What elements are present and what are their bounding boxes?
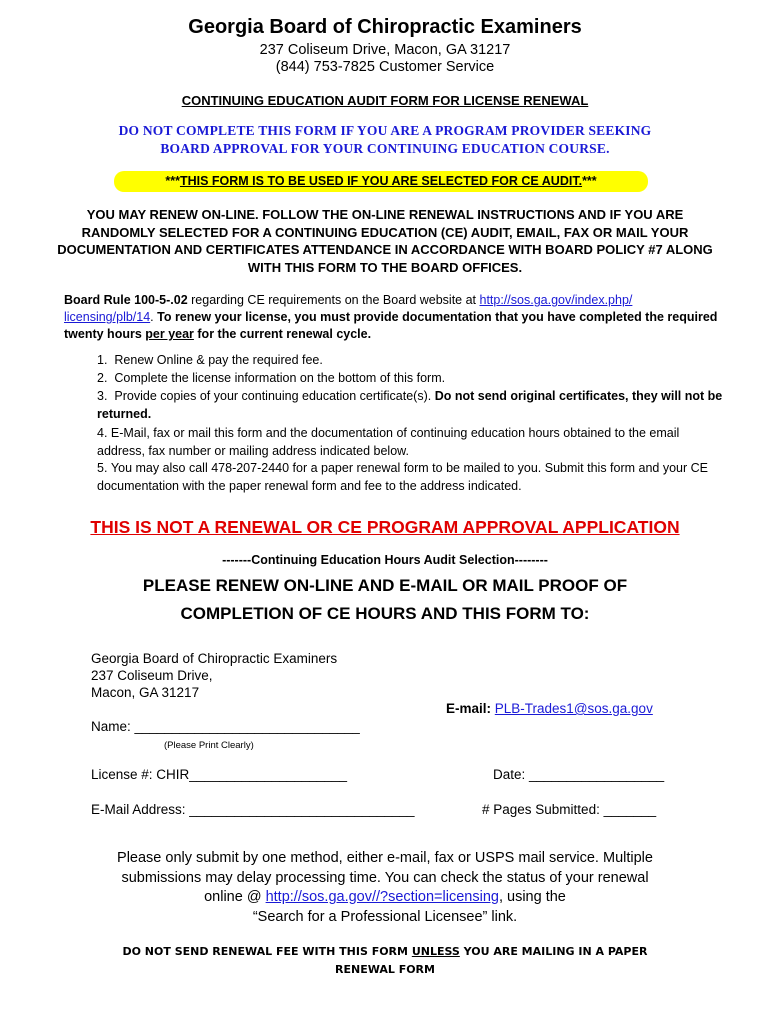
- step-text: Complete the license information on the bottom of this form.: [114, 371, 446, 385]
- step-number: 2.: [97, 371, 108, 385]
- board-rule-paragraph: [64, 292, 724, 343]
- step-2: [97, 369, 737, 387]
- step-1: [97, 351, 737, 369]
- method-line4: “Search for a Professional Licensee” link.: [252, 908, 518, 925]
- provider-warning-line1: DO NOT COMPLETE THIS FORM IF YOU ARE A PROGRAM PROVIDER SEEKING: [118, 123, 652, 138]
- email-contact: [446, 701, 653, 716]
- submit-instructions-line2: COMPLETION OF CE HOURS AND THIS FORM TO:: [180, 604, 590, 623]
- step-number: 3.: [97, 389, 108, 403]
- date-field[interactable]: Date: __________________: [493, 767, 665, 782]
- method-line3-post: , using the: [498, 889, 566, 905]
- rule-text: regarding CE requirements on the Board website at: [187, 293, 480, 307]
- mailing-street: 237 Coliseum Drive,: [91, 668, 213, 683]
- audit-selection-title: -------Continuing Education Hours Audit Selection--------: [222, 553, 548, 567]
- rule-text-2: .: [150, 310, 158, 324]
- rule-per-year: per year: [145, 327, 194, 341]
- board-phone: (844) 753-7825 Customer Service: [275, 59, 495, 75]
- audit-notice: [114, 173, 648, 190]
- rule-requirement-end: for the current renewal cycle.: [193, 327, 372, 341]
- renewal-fee-warning: [0, 943, 770, 979]
- licensing-status-link[interactable]: http://sos.ga.gov//?section=licensing: [265, 889, 499, 905]
- rule-requirement: To renew your license, you must provide documentation that you have completed the required twenty hours: [64, 310, 718, 341]
- board-address: 237 Coliseum Drive, Macon, GA 31217: [259, 42, 511, 58]
- board-website-link[interactable]: http://sos.ga.gov/index.php/: [479, 293, 633, 307]
- fee-warning-pre: DO NOT SEND RENEWAL FEE WITH THIS FORM: [122, 945, 412, 958]
- provider-warning-line2: BOARD APPROVAL FOR YOUR CONTINUING EDUCATION COURSE.: [160, 141, 610, 156]
- fee-warning-line2: RENEWAL FORM: [335, 963, 435, 976]
- step-3-warning: Do not send original certificates, they will not be returned.: [97, 389, 723, 421]
- step-5: [97, 459, 732, 495]
- method-line3: [0, 888, 770, 908]
- step-text: E-Mail, fax or mail this form and the documentation of continuing education hours obtained to the email address, fax number or mailing address indicated below.: [97, 426, 680, 458]
- board-website-link-cont[interactable]: licensing/plb/14: [64, 310, 151, 324]
- rule-label: Board Rule 100-5-.02: [64, 293, 188, 307]
- print-clearly-note: (Please Print Clearly): [164, 740, 254, 751]
- mailing-name: Georgia Board of Chiropractic Examiners: [91, 651, 338, 666]
- pages-submitted-field[interactable]: # Pages Submitted: _______: [482, 802, 657, 817]
- email-label: E-mail:: [446, 701, 492, 716]
- form-title: CONTINUING EDUCATION AUDIT FORM FOR LICENSE RENEWAL: [181, 93, 589, 108]
- board-title: Georgia Board of Chiropractic Examiners: [188, 16, 582, 38]
- license-number-field[interactable]: License #: CHIR_____________________: [91, 767, 347, 782]
- submission-method-note: [0, 849, 770, 927]
- board-email-link[interactable]: PLB-Trades1@sos.ga.gov: [494, 701, 653, 716]
- audit-notice-text: THIS FORM IS TO BE USED IF YOU ARE SELECTED FOR CE AUDIT.: [179, 174, 583, 188]
- submit-instructions-line1: PLEASE RENEW ON-LINE AND E-MAIL OR MAIL PROOF OF: [142, 576, 628, 595]
- step-3: [97, 387, 752, 423]
- step-text: Provide copies of your continuing education certificate(s).: [114, 389, 435, 403]
- step-number: 4.: [97, 426, 108, 440]
- audit-notice-suffix: ***: [582, 174, 597, 188]
- renew-online-paragraph: YOU MAY RENEW ON-LINE. FOLLOW THE ON-LINE RENEWAL INSTRUCTIONS AND IF YOU ARE RANDOMLY SELECTED FOR A CONTINUING EDUCATION (CE) AUDIT, EMAIL, FAX OR MAIL YOUR DOCUMENTATION AND CERTIFICATES ATTENDANCE IN ACCORDANCE WITH BOARD POLICY #7 ALONG WITH THIS FORM TO THE BOARD OFFICES.: [57, 207, 713, 275]
- fee-warning-line1: [0, 943, 770, 961]
- not-renewal-heading: THIS IS NOT A RENEWAL OR CE PROGRAM APPROVAL APPLICATION: [90, 517, 680, 537]
- mailing-city: Macon, GA 31217: [91, 685, 200, 700]
- step-number: 1.: [97, 353, 108, 367]
- email-address-field[interactable]: E-Mail Address: ______________________________: [91, 802, 415, 817]
- step-text: Renew Online & pay the required fee.: [114, 353, 323, 367]
- name-field[interactable]: Name: ______________________________: [91, 719, 360, 734]
- method-line3-pre: online @: [204, 889, 266, 905]
- method-line1: Please only submit by one method, either e-mail, fax or USPS mail service. Multiple: [117, 850, 653, 866]
- step-text: You may also call 478-207-2440 for a paper renewal form to be mailed to you. Submit this form and your CE documentation with the paper renewal form and fee to the address indicated.: [97, 461, 708, 493]
- fee-warning-post: YOU ARE MAILING IN A PAPER: [459, 945, 648, 958]
- provider-warning: [95, 122, 675, 158]
- step-number: 5.: [97, 461, 108, 475]
- fee-warning-unless: UNLESS: [411, 945, 460, 958]
- audit-notice-prefix: ***: [165, 174, 180, 188]
- step-4: [97, 424, 722, 460]
- method-line2: submissions may delay processing time. You can check the status of your renewal: [121, 869, 649, 886]
